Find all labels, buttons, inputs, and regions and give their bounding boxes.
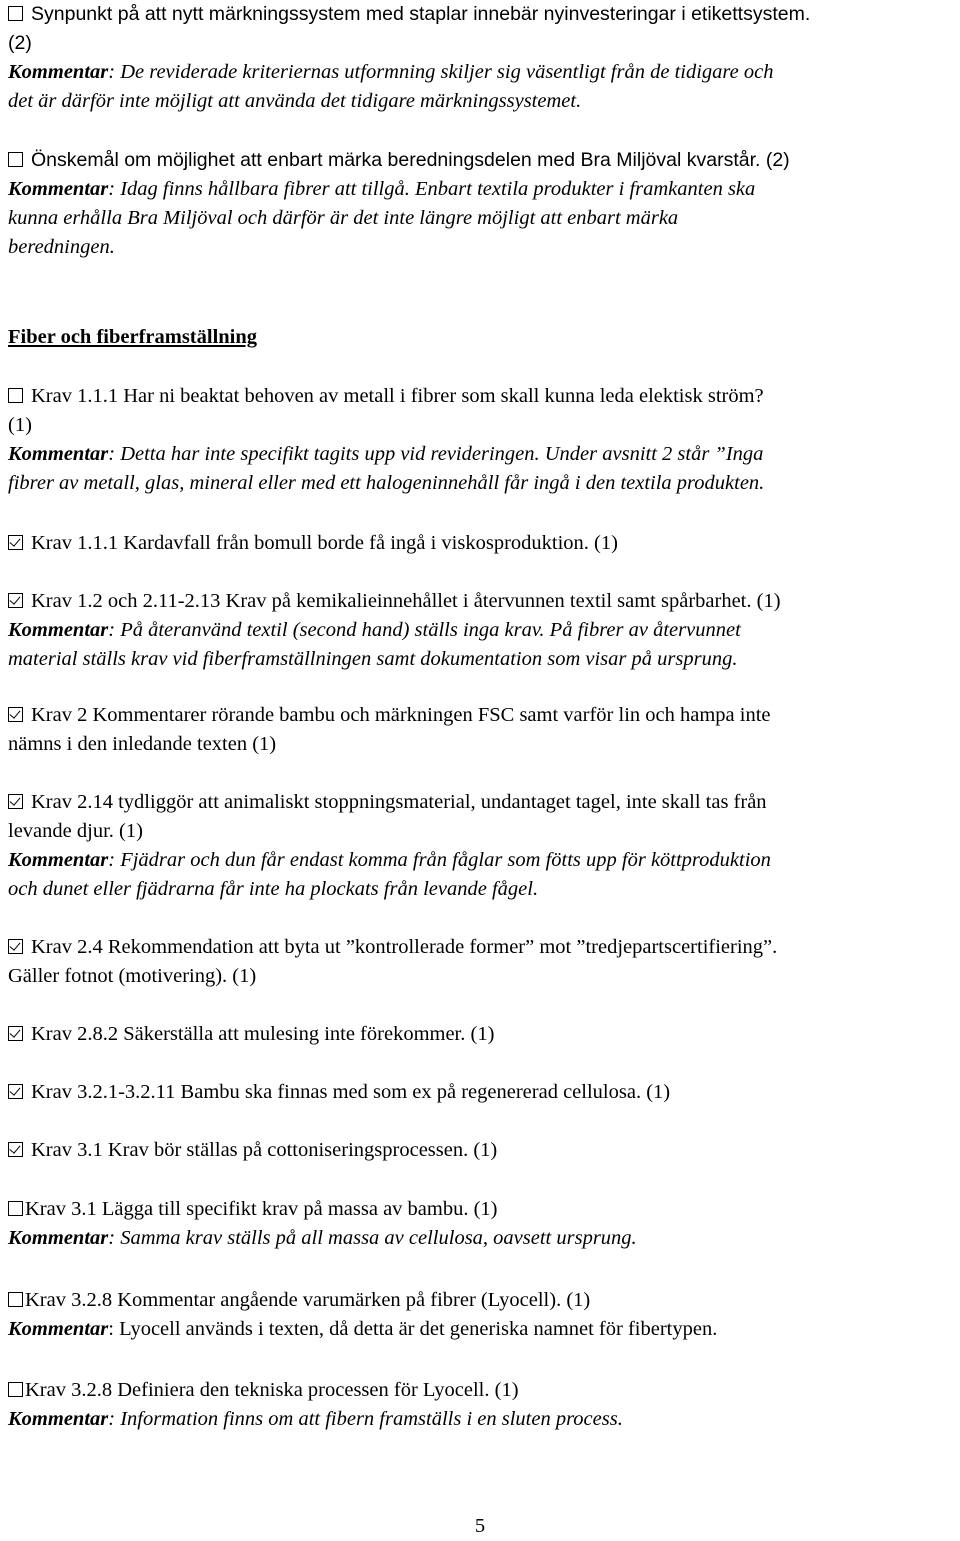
comment-line xyxy=(8,175,956,204)
item-line xyxy=(8,1376,956,1405)
item-text: Krav 1.1.1 Kardavfall från bomull borde få ingå i viskosproduktion. (1) xyxy=(31,532,618,554)
checkbox-checked[interactable] xyxy=(8,1084,23,1099)
comment-line xyxy=(8,1315,956,1344)
item-text: Krav 1.2 och 2.11-2.13 Krav på kemikalieinnehållet i återvunnen textil samt spårbarhet. (1) xyxy=(31,590,781,612)
item-krav-2-8-2 xyxy=(8,1020,956,1049)
checkbox-checked[interactable] xyxy=(8,1026,23,1041)
checkbox-checked[interactable] xyxy=(8,1142,23,1157)
comment-text: beredningen. xyxy=(8,236,115,258)
item-text: nämns i den inledande texten (1) xyxy=(8,733,277,755)
item-krav-2-4 xyxy=(8,933,956,991)
item-krav-1-1-1-kardavfall xyxy=(8,529,956,558)
item-text: Önskemål om möjlighet att enbart märka beredningsdelen med Bra Miljöval kvarstår. xyxy=(31,149,761,171)
comment-text: : Idag finns hållbara fibrer att tillgå. Enbart textila produkter i framkanten ska xyxy=(108,178,756,200)
comment-label: Kommentar xyxy=(8,1318,109,1340)
checkbox-unchecked[interactable] xyxy=(8,388,23,403)
comment-line xyxy=(8,616,956,645)
item-text: Krav 3.2.8 Kommentar angående varumärken på fibrer (Lyocell). (1) xyxy=(25,1289,591,1311)
comment-text: : Information finns om att fibern framställs i en sluten process. xyxy=(108,1408,623,1430)
item-text: (1) xyxy=(8,414,32,436)
item-text: Krav 1.1.1 Har ni beaktat behoven av metall i fibrer som skall kunna leda elektisk ström? xyxy=(31,385,764,407)
checkbox-unchecked[interactable] xyxy=(8,6,23,21)
item-line xyxy=(8,146,956,175)
checkbox-checked[interactable] xyxy=(8,593,23,608)
comment-label: Kommentar xyxy=(8,61,109,83)
comment-label: Kommentar xyxy=(8,178,109,200)
comment-text: kunna erhålla Bra Miljöval och därför är det inte längre möjligt att enbart märka xyxy=(8,207,679,229)
item-text: Gäller fotnot (motivering). (1) xyxy=(8,965,257,987)
item-krav-1-1-1-metall xyxy=(8,382,956,498)
comment-line xyxy=(8,1405,956,1434)
comment-text: : På återanvänd textil (second hand) ställs inga krav. På fibrer av återvunnet xyxy=(108,619,741,641)
comment-line xyxy=(8,1224,956,1253)
checkbox-unchecked[interactable] xyxy=(8,1382,23,1397)
item-text: (2) xyxy=(8,32,32,54)
item-line xyxy=(8,1020,956,1049)
item-krav-3-2-1 xyxy=(8,1078,956,1107)
item-marking-system xyxy=(8,0,956,116)
item-line xyxy=(8,1078,956,1107)
item-line xyxy=(8,1136,956,1165)
comment-text: : Samma krav ställs på all massa av cellulosa, oavsett ursprung. xyxy=(108,1227,637,1249)
checkbox-checked[interactable] xyxy=(8,794,23,809)
item-line xyxy=(8,701,956,730)
comment-text: : Detta har inte specifikt tagits upp vid revideringen. Under avsnitt 2 står ”Inga xyxy=(108,443,764,465)
item-line xyxy=(8,0,956,29)
comment-label: Kommentar xyxy=(8,1408,109,1430)
section-heading: Fiber och fiberframställning xyxy=(8,326,258,348)
item-krav-2-14 xyxy=(8,788,956,904)
comment-label: Kommentar xyxy=(8,1227,109,1249)
item-text: Synpunkt på att nytt märkningssystem med staplar innebär nyinvesteringar i etikettsystem. xyxy=(31,3,811,25)
item-line xyxy=(8,529,956,558)
item-line xyxy=(8,382,956,411)
item-text: Krav 2.4 Rekommendation att byta ut ”kontrollerade former” mot ”tredjepartscertifiering”. xyxy=(31,936,778,958)
comment-line xyxy=(8,440,956,469)
item-krav-3-2-8-lyocell xyxy=(8,1376,956,1434)
item-text: (2) xyxy=(760,149,790,171)
item-line xyxy=(8,788,956,817)
item-beredningsdel xyxy=(8,146,956,262)
page-number: 5 xyxy=(474,1515,486,1537)
comment-text: det är därför inte möjligt att använda det tidigare märkningssystemet. xyxy=(8,90,582,112)
item-line xyxy=(8,1195,956,1224)
item-text: Krav 2 Kommentarer rörande bambu och märkningen FSC samt varför lin och hampa inte xyxy=(31,704,771,726)
item-krav-2-bambu xyxy=(8,701,956,759)
item-krav-3-1-bambu xyxy=(8,1195,956,1253)
item-krav-3-2-8-varumarken xyxy=(8,1286,956,1344)
comment-line xyxy=(8,58,956,87)
comment-text: : Lyocell används i texten, då detta är det generiska namnet för fibertypen. xyxy=(108,1318,718,1340)
comment-label: Kommentar xyxy=(8,619,109,641)
item-text: Krav 3.2.8 Definiera den tekniska processen för Lyocell. (1) xyxy=(25,1379,519,1401)
item-text: Krav 2.8.2 Säkerställa att mulesing inte förekommer. (1) xyxy=(31,1023,495,1045)
comment-label: Kommentar xyxy=(8,443,109,465)
checkbox-checked[interactable] xyxy=(8,535,23,550)
item-text: Krav 3.1 Lägga till specifikt krav på massa av bambu. (1) xyxy=(25,1198,498,1220)
item-line xyxy=(8,1286,956,1315)
comment-text: material ställs krav vid fiberframställningen samt dokumentation som visar på ursprung. xyxy=(8,648,738,670)
item-krav-1-2 xyxy=(8,587,956,674)
item-line xyxy=(8,587,956,616)
comment-text: : Fjädrar och dun får endast komma från fåglar som fötts upp för köttproduktion xyxy=(108,849,771,871)
item-text: Krav 2.14 tydliggör att animaliskt stoppningsmaterial, undantaget tagel, inte skall tas från xyxy=(31,791,767,813)
comment-line xyxy=(8,846,956,875)
item-text: Krav 3.2.1-3.2.11 Bambu ska finnas med som ex på regenererad cellulosa. (1) xyxy=(31,1081,671,1103)
checkbox-checked[interactable] xyxy=(8,939,23,954)
checkbox-unchecked[interactable] xyxy=(8,152,23,167)
comment-text: : De reviderade kriteriernas utformning skiljer sig väsentligt från de tidigare och xyxy=(108,61,774,83)
item-text: Krav 3.1 Krav bör ställas på cottoniseringsprocessen. (1) xyxy=(31,1139,498,1161)
comment-text: och dunet eller fjädrarna får inte ha plockats från levande fågel. xyxy=(8,878,539,900)
item-line xyxy=(8,933,956,962)
checkbox-unchecked[interactable] xyxy=(8,1201,23,1216)
comment-text: fibrer av metall, glas, mineral eller med ett halogeninnehåll får ingå i den textila produkten. xyxy=(8,472,765,494)
checkbox-unchecked[interactable] xyxy=(8,1292,23,1307)
comment-label: Kommentar xyxy=(8,849,109,871)
item-krav-3-1-cottonisering xyxy=(8,1136,956,1165)
item-text: levande djur. (1) xyxy=(8,820,143,842)
checkbox-checked[interactable] xyxy=(8,707,23,722)
